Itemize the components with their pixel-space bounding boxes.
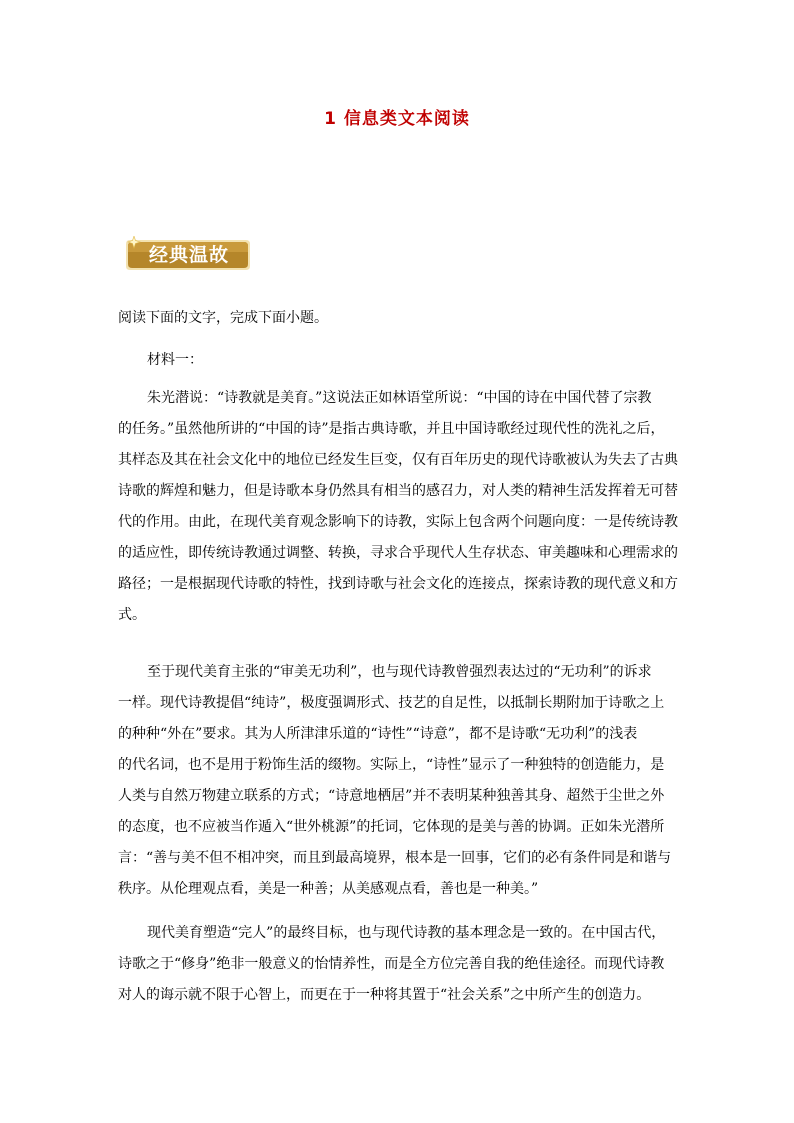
paragraph-line: 的任务。”虽然他所讲的“中国的诗”是指古典诗歌，并且中国诗歌经过现代性的洗礼之后， bbox=[118, 421, 665, 437]
material-label: 材料一： bbox=[147, 352, 203, 368]
paragraph-line: 对人的诲示就不限于心智上，而更在于一种将其置于“社会关系”之中所产生的创造力。 bbox=[118, 987, 651, 1003]
paragraph-line: 诗歌之于“修身”绝非一般意义的怡情养性，而是全方位完善自我的绝佳途径。而现代诗教 bbox=[118, 956, 665, 972]
paragraph-3 bbox=[118, 918, 688, 1011]
section-badge-label: 经典温故 bbox=[148, 244, 229, 266]
paragraph-2 bbox=[118, 657, 688, 905]
paragraph-line: 式。 bbox=[118, 607, 146, 623]
paragraph-line: 代的作用。由此，在现代美育观念影响下的诗教，实际上包含两个问题向度：一是传统诗教 bbox=[118, 514, 678, 530]
page-title: 1 信息类文本阅读 bbox=[324, 109, 470, 129]
paragraph-line: 朱光潜说：“诗教就是美育。”这说法正如林语堂所说：“中国的诗在中国代替了宗教 bbox=[147, 390, 652, 406]
paragraph-line: 言：“善与美不但不相冲突，而且到最高境界，根本是一回事，它们的必有条件同是和谐与 bbox=[118, 850, 672, 866]
paragraph-line: 路径；一是根据现代诗歌的特性，找到诗歌与社会文化的连接点，探索诗教的现代意义和方 bbox=[118, 576, 678, 592]
section-badge bbox=[124, 236, 252, 274]
paragraph-line: 的态度，也不应被当作遁入“世外桃源”的托词，它体现的是美与善的协调。正如朱光潜所 bbox=[118, 819, 665, 835]
paragraph-line: 其样态及其在社会文化中的地位已经发生巨变，仅有百年历史的现代诗歌被认为失去了古典 bbox=[118, 452, 678, 468]
paragraph-line: 人类与自然万物建立联系的方式；“诗意地栖居”并不表明某种独善其身、超然于尘世之外 bbox=[118, 788, 665, 804]
instruction-text: 阅读下面的文字，完成下面小题。 bbox=[118, 310, 328, 326]
paragraph-line: 诗歌的辉煌和魅力，但是诗歌本身仍然具有相当的感召力，对人类的精神生活发挥着无可替 bbox=[118, 483, 678, 499]
paragraph-line: 的代名词，也不是用于粉饰生活的缀物。实际上，“诗性”显示了一种独特的创造能力，是 bbox=[118, 757, 665, 773]
paragraph-line: 至于现代美育主张的“审美无功利”，也与现代诗教曾强烈表达过的“无功利”的诉求 bbox=[147, 664, 652, 680]
paragraph-1 bbox=[118, 383, 688, 631]
paragraph-line: 一样。现代诗教提倡“纯诗”，极度强调形式、技艺的自足性，以抵制长期附加于诗歌之上 bbox=[118, 695, 665, 711]
paragraph-line: 的适应性，即传统诗教通过调整、转换，寻求合乎现代人生存状态、审美趣味和心理需求的 bbox=[118, 545, 678, 561]
paragraph-line: 秩序。从伦理观点看，美是一种善；从美感观点看，善也是一种美。” bbox=[118, 881, 539, 897]
paragraph-line: 现代美育塑造“完人”的最终目标，也与现代诗教的基本理念是一致的。在中国古代， bbox=[147, 925, 666, 941]
paragraph-line: 的种种“外在”要求。其为人所津津乐道的“诗性”“诗意”，都不是诗歌“无功利”的浅表 bbox=[118, 726, 638, 742]
